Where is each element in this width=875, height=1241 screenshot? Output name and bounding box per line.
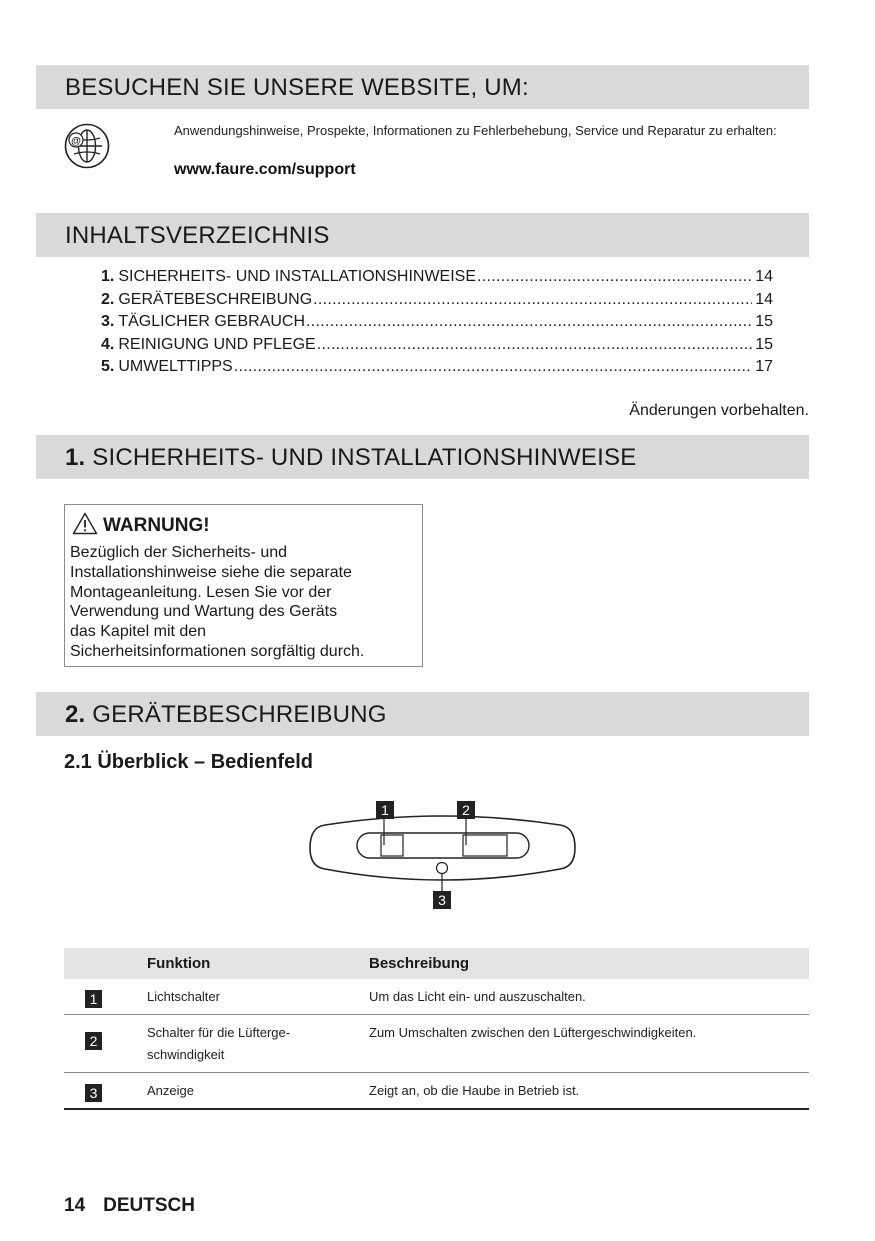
svg-text:@: @: [71, 136, 81, 147]
warning-line: Installationshinweise siehe die separate: [70, 563, 352, 581]
indicator-lamp: [437, 863, 448, 874]
function-table: [64, 948, 809, 1110]
section2-number: 2.: [65, 701, 86, 728]
warning-box: [64, 504, 423, 667]
warning-triangle-icon: [72, 512, 98, 535]
header-function: Funktion: [147, 948, 369, 979]
section1-title: SICHERHEITS- UND INSTALLATIONSHINWEISE: [92, 444, 637, 471]
row-function: Lichtschalter: [147, 979, 369, 1015]
row-description: Zum Umschalten zwischen den Lüftergeschwindigkeiten.: [369, 1015, 809, 1073]
toc-item-title: REINIGUNG UND PFLEGE: [118, 335, 316, 353]
website-description: Anwendungshinweise, Prospekte, Informationen zu Fehlerbehebung, Service und Reparatur zu erhalten:: [174, 123, 777, 138]
toc-item-number: 3.: [101, 313, 115, 330]
toc-item-page: 17: [755, 358, 773, 375]
toc-item-number: 2.: [101, 290, 115, 308]
toc-item-page: 14: [755, 290, 773, 308]
footer-page-number: 14: [64, 1195, 86, 1216]
warning-line: Verwendung und Wartung des Geräts: [70, 603, 338, 621]
toc-heading: INHALTSVERZEICHNIS: [65, 222, 330, 249]
toc-item[interactable]: [101, 289, 773, 312]
table-row: [64, 1073, 809, 1110]
row-number-badge: 3: [85, 1084, 102, 1102]
website-header-bar: [36, 65, 809, 109]
section2-title: GERÄTEBESCHREIBUNG: [92, 701, 387, 728]
warning-text: [70, 543, 415, 662]
toc-item[interactable]: [101, 356, 773, 379]
toc-item-page: 15: [755, 313, 773, 330]
section1-heading: [65, 444, 636, 472]
header-description: Beschreibung: [369, 948, 809, 979]
toc-item-title: GERÄTEBESCHREIBUNG: [118, 290, 313, 308]
row-number-badge: 1: [85, 990, 102, 1008]
control-panel-diagram: [305, 797, 580, 913]
toc-item-page: 15: [755, 335, 773, 353]
toc-item[interactable]: [101, 311, 773, 334]
callout-label-1: 1: [381, 802, 389, 818]
toc-item-number: 5.: [101, 358, 115, 375]
table-header-row: [64, 948, 809, 979]
footer-language: DEUTSCH: [103, 1195, 195, 1216]
table-row: [64, 1015, 809, 1073]
changes-note: Änderungen vorbehalten.: [629, 402, 809, 419]
toc-leader-dots: [477, 266, 752, 289]
toc-item[interactable]: [101, 266, 773, 289]
warning-title: WARNUNG!: [103, 515, 210, 536]
toc-item-page: 14: [755, 268, 773, 285]
toc-item-title: TÄGLICHER GEBRAUCH: [118, 313, 306, 330]
globe-at-icon: [64, 123, 110, 169]
row-function: Schalter für die Lüfterge- schwindigkeit: [147, 1015, 369, 1073]
toc-leader-dots: [317, 334, 752, 357]
row-function: Anzeige: [147, 1073, 369, 1110]
warning-line: Montageanleitung. Lesen Sie vor der: [70, 583, 332, 601]
section1-header-bar: [36, 435, 809, 479]
warning-line: Sicherheitsinformationen sorgfältig durch.: [70, 642, 365, 660]
toc-item-number: 1.: [101, 268, 115, 285]
toc-item-title: UMWELTTIPPS: [118, 358, 233, 375]
table-row: [64, 979, 809, 1015]
warning-line: das Kapitel mit den: [70, 623, 207, 641]
header-number: [64, 948, 147, 979]
subheading-control-panel: 2.1 Überblick – Bedienfeld: [64, 751, 313, 773]
toc-item-title: SICHERHEITS- UND INSTALLATIONSHINWEISE: [118, 268, 477, 285]
callout-label-3: 3: [438, 892, 446, 908]
toc-leader-dots: [306, 311, 752, 334]
section1-number: 1.: [65, 444, 86, 471]
section2-header-bar: [36, 692, 809, 736]
toc-leader-dots: [234, 356, 752, 379]
fan-switch-knob: [463, 835, 507, 856]
toc-item[interactable]: [101, 334, 773, 357]
warning-line: Bezüglich der Sicherheits- und: [70, 544, 288, 561]
toc-leader-dots: [313, 289, 752, 312]
row-description: Zeigt an, ob die Haube in Betrieb ist.: [369, 1073, 809, 1110]
section2-heading: [65, 701, 387, 729]
row-description: Um das Licht ein- und auszuschalten.: [369, 979, 809, 1015]
toc-item-number: 4.: [101, 335, 115, 353]
website-url-link[interactable]: www.faure.com/support: [174, 161, 356, 178]
website-heading: BESUCHEN SIE UNSERE WEBSITE, UM:: [65, 74, 529, 101]
table-of-contents: [101, 266, 773, 379]
callout-label-2: 2: [462, 802, 470, 818]
toc-header-bar: [36, 213, 809, 257]
row-number-badge: 2: [85, 1032, 102, 1050]
page-footer: [64, 1195, 195, 1217]
